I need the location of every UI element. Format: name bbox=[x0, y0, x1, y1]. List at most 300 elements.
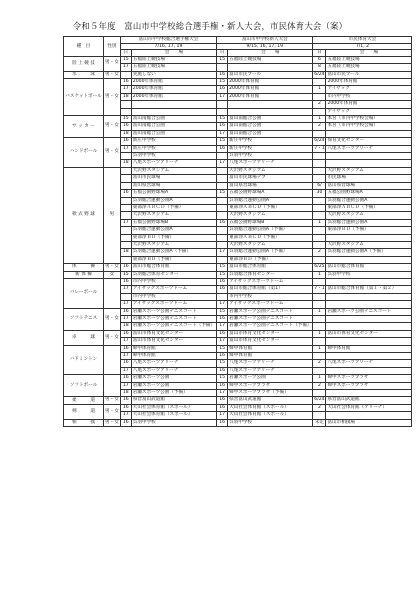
gender: 男・女 bbox=[104, 79, 121, 116]
venue-cell: 市内中学校 bbox=[131, 278, 216, 285]
day-cell bbox=[313, 153, 326, 160]
day-cell: 15 bbox=[217, 360, 228, 367]
table-row bbox=[64, 167, 412, 174]
gender bbox=[104, 345, 121, 375]
venue-cell: 婦中スポーツプラザ（予備） bbox=[228, 390, 313, 397]
day-cell: 16 bbox=[120, 330, 131, 337]
day-cell: 15 bbox=[217, 264, 228, 271]
venue-cell: 富山市総合体育館 bbox=[326, 264, 412, 271]
venue-cell: 五福陸上競技場 bbox=[326, 64, 412, 71]
sport-header: 種 目 bbox=[64, 37, 104, 57]
gender: 女 bbox=[104, 271, 121, 278]
table-row bbox=[64, 271, 412, 278]
venue-cell bbox=[326, 412, 412, 419]
day-cell: 17 bbox=[120, 145, 131, 152]
day-cell: 15 bbox=[217, 79, 228, 86]
venue-cell: アイザックスポーツドーム bbox=[131, 286, 216, 293]
gender: 男・女 bbox=[104, 404, 121, 419]
day-cell: 17 bbox=[120, 353, 131, 360]
sport-name: ハンドボール bbox=[64, 138, 104, 168]
gender: 男・女 bbox=[104, 308, 121, 330]
table-row bbox=[64, 308, 412, 315]
gender: 男 bbox=[104, 167, 121, 263]
event-dates: 9/15, 16, 17, 19 bbox=[217, 43, 313, 50]
table-row bbox=[64, 116, 412, 123]
day-cell bbox=[313, 175, 326, 182]
venue-cell: 呉羽中学校 bbox=[228, 153, 313, 160]
gender: 男・女 bbox=[104, 330, 121, 345]
day-cell bbox=[313, 167, 326, 174]
day-cell: 17 bbox=[217, 249, 228, 256]
venue-cell: アイザックスポーツドーム bbox=[131, 301, 216, 308]
venue-cell: 富山南総合公園 bbox=[228, 123, 313, 130]
day-cell: 18 bbox=[120, 323, 131, 330]
venue-cell: 県営富山武道館 bbox=[228, 397, 313, 404]
venue-cell bbox=[131, 101, 216, 108]
table-row bbox=[64, 404, 412, 411]
gender: 男・女 bbox=[105, 71, 119, 77]
venue-cell: 2000年体育館 bbox=[228, 86, 313, 93]
day-cell bbox=[313, 278, 326, 285]
venue-cell: 富山県営球場 bbox=[326, 182, 412, 189]
day-cell bbox=[120, 197, 131, 204]
day-cell: 16 bbox=[217, 71, 228, 78]
venue-cell: 富山市体育文化センター bbox=[326, 330, 412, 337]
venue-cell: 岩瀬スポーツ公園 bbox=[131, 375, 216, 382]
venue-cell: 呉羽総合運動公園A（予備） bbox=[326, 249, 412, 256]
venue-cell bbox=[326, 130, 412, 137]
sport-name: バドミントン bbox=[64, 345, 104, 375]
day-cell bbox=[120, 227, 131, 234]
venue-cell: 2000年体育館 bbox=[131, 79, 216, 86]
venue-cell: 八尾スポーツアリーナ bbox=[326, 360, 412, 367]
day-cell: 1 bbox=[313, 219, 326, 226]
day-cell bbox=[217, 212, 228, 219]
sport-name: 相 撲 bbox=[64, 419, 104, 426]
day-cell bbox=[217, 182, 228, 189]
schedule-table bbox=[63, 36, 412, 427]
venue-cell: 新庄中学校 bbox=[228, 145, 313, 152]
day-cell: 17 bbox=[120, 382, 131, 389]
day-cell: 6/24 bbox=[314, 397, 325, 403]
venue-cell: 富山市相撲場 bbox=[326, 419, 412, 426]
day-cell: 16 bbox=[120, 123, 131, 130]
venue-cell: 2000年体育館 bbox=[326, 101, 412, 108]
day-cell: 1 bbox=[313, 271, 326, 278]
day-cell bbox=[313, 390, 326, 397]
day-cell bbox=[313, 301, 326, 308]
venue-cell: 五福陸上競技場 bbox=[131, 64, 216, 71]
venue-cell: 富山市民球場 bbox=[131, 175, 216, 182]
venue-cell: 呉羽中学校 bbox=[131, 419, 216, 426]
table-row bbox=[64, 419, 412, 426]
day-cell: 1 bbox=[313, 116, 326, 123]
venue-cell bbox=[326, 316, 412, 323]
venue-cell: 東部浄ＢＤ（予備） bbox=[228, 256, 313, 263]
document-title: 令和５年度 富山市中学校総合選手権・新人大会，市民体育大会（案） bbox=[72, 21, 348, 31]
venue-cell: 呉羽中学校 bbox=[228, 419, 313, 426]
venue-cell: 呉羽総合運動公園A（予備） bbox=[131, 249, 216, 256]
day-cell: 17 bbox=[217, 390, 228, 397]
day-cell: 6/ bbox=[313, 182, 326, 189]
day-cell bbox=[217, 204, 228, 211]
day-cell: 6/24 bbox=[314, 71, 325, 77]
day-cell bbox=[217, 167, 228, 174]
day-cell: 17 bbox=[120, 86, 131, 93]
venue-cell: 五福公園野球場A bbox=[326, 190, 412, 197]
venue-cell: 2000年体育館 bbox=[131, 86, 216, 93]
day-header: 日 bbox=[217, 50, 228, 57]
venue-cell: 岩瀬スポーツ公園テニスコート bbox=[228, 308, 313, 315]
venue-cell: 八尾スポーツアリーナ bbox=[326, 145, 412, 152]
day-cell: 17 bbox=[217, 323, 228, 330]
venue-cell: 2000年体育館 bbox=[228, 79, 313, 86]
sport-name: 水 泳 bbox=[64, 71, 104, 78]
venue-cell bbox=[326, 234, 412, 241]
day-cell: 16 bbox=[120, 404, 131, 411]
event-name: 富山市中学校新人大会 bbox=[217, 37, 313, 44]
day-header: 日 bbox=[313, 50, 326, 57]
day-cell: 15 bbox=[217, 190, 228, 197]
day-cell: 18 bbox=[120, 93, 131, 100]
day-cell: 17 bbox=[217, 160, 228, 167]
gender: 男・女 bbox=[105, 264, 119, 270]
venue-cell: 富山市総合体育館 bbox=[131, 264, 216, 271]
sport-name: バレーボール bbox=[64, 278, 104, 308]
gender: 男・女 bbox=[105, 397, 119, 403]
day-cell: 18 bbox=[120, 130, 131, 137]
venue-cell: 呉羽中学校 bbox=[131, 153, 216, 160]
sport-name: ソフトボール bbox=[64, 375, 104, 397]
day-cell: 15 bbox=[120, 271, 131, 278]
day-cell bbox=[313, 338, 326, 345]
venue-cell: 本宮（市内中学校会場） bbox=[326, 116, 412, 123]
venue-cell: 保育文化センター bbox=[326, 138, 412, 145]
day-cell bbox=[313, 197, 326, 204]
day-cell: 15 bbox=[217, 56, 228, 63]
venue-cell: 富山市民プール bbox=[326, 71, 412, 78]
venue-cell: 富山南総合公園 bbox=[228, 116, 313, 123]
day-cell: 15 bbox=[120, 116, 131, 123]
day-cell: 15 bbox=[217, 308, 228, 315]
venue-cell: 八尾スポーツアリーナ bbox=[131, 160, 216, 167]
table-row bbox=[64, 71, 412, 78]
venue-cell bbox=[326, 338, 412, 345]
day-cell bbox=[217, 234, 228, 241]
venue-cell: 五福公園野球場A bbox=[228, 190, 313, 197]
gender bbox=[104, 375, 121, 397]
day-cell bbox=[313, 108, 326, 115]
venue-cell bbox=[326, 353, 412, 360]
day-cell bbox=[217, 241, 228, 248]
venue-cell: 富山南総合公園 bbox=[131, 123, 216, 130]
day-cell bbox=[120, 71, 131, 78]
day-cell bbox=[120, 293, 131, 300]
venue-cell bbox=[326, 367, 412, 374]
venue-cell: 五福公園野球場A bbox=[131, 190, 216, 197]
day-cell bbox=[120, 101, 131, 108]
gender: 男・女 bbox=[104, 138, 121, 168]
venue-cell: 岩瀬スポーツ公園テニスコート bbox=[131, 308, 216, 315]
table-row bbox=[64, 278, 412, 285]
day-cell: 16 bbox=[120, 308, 131, 315]
venue-cell: アイザックスポーツドーム bbox=[228, 278, 313, 285]
day-cell bbox=[313, 130, 326, 137]
day-cell: 16 bbox=[217, 330, 228, 337]
day-cell: 6/25 bbox=[314, 264, 325, 270]
day-cell: 16 bbox=[217, 145, 228, 152]
venue-cell: 八尾スポーツアリーナ bbox=[228, 360, 313, 367]
gender bbox=[104, 278, 121, 308]
day-cell: 15 bbox=[120, 56, 131, 63]
venue-cell: 呉羽総合運動公園A bbox=[131, 227, 216, 234]
table-row bbox=[64, 56, 412, 63]
venue-cell: 八尾スポーツアリーナ bbox=[131, 367, 216, 374]
day-cell: 16 bbox=[217, 397, 228, 404]
venue-cell: 富山県営球場 bbox=[228, 182, 313, 189]
day-cell: 2 bbox=[313, 101, 326, 108]
venue-cell: 2000年体育館 bbox=[131, 93, 216, 100]
venue-cell: 富山市体育文化センター bbox=[131, 330, 216, 337]
day-cell: 17 bbox=[217, 93, 228, 100]
table-row bbox=[64, 79, 412, 86]
venue-cell: 東部浄ＢＤ（予備） bbox=[131, 256, 216, 263]
sport-name: ソフトテニス bbox=[64, 308, 104, 330]
venue-cell: 婦中体育館 bbox=[326, 345, 412, 352]
venue-cell: 富山市民プール bbox=[228, 71, 313, 78]
sport-name: バスケットボール bbox=[64, 79, 104, 116]
venue-cell: 岩瀬スポーツ公園テニスコート bbox=[131, 316, 216, 323]
day-cell bbox=[120, 108, 131, 115]
venue-cell: 富山南総合公園 bbox=[228, 130, 313, 137]
day-cell: 1 bbox=[313, 308, 326, 315]
day-cell bbox=[120, 167, 131, 174]
day-cell: 16 bbox=[120, 79, 131, 86]
day-cell bbox=[120, 256, 131, 263]
day-cell: 17 bbox=[120, 338, 131, 345]
day-cell: 17 bbox=[120, 412, 131, 419]
day-cell bbox=[217, 293, 228, 300]
day-cell: 16 bbox=[120, 190, 131, 197]
venue-cell: アイザックスポーツドーム bbox=[228, 301, 313, 308]
day-cell: 16 bbox=[120, 264, 131, 271]
venue-cell: 富山南総合公園 bbox=[131, 116, 216, 123]
day-cell: 16 bbox=[217, 382, 228, 389]
venue-cell: 婦中体育館 bbox=[228, 345, 313, 352]
day-cell: 18 bbox=[120, 160, 131, 167]
day-cell: 16 bbox=[217, 316, 228, 323]
day-cell bbox=[313, 241, 326, 248]
day-cell: 1 bbox=[313, 86, 326, 93]
venue-cell: 呉羽総合運動公園A bbox=[228, 197, 313, 204]
day-cell: 1 bbox=[313, 375, 326, 382]
day-cell: 16 bbox=[120, 138, 131, 145]
day-header: 日 bbox=[120, 50, 131, 57]
venue-cell: 大山社会体育館（スポール） bbox=[131, 412, 216, 419]
day-cell: 7・1 bbox=[314, 145, 325, 151]
day-cell: 17 bbox=[217, 301, 228, 308]
day-cell: 16 bbox=[120, 278, 131, 285]
day-cell: 17 bbox=[120, 64, 131, 71]
venue-cell: 八尾スポーツアリーナ bbox=[131, 360, 216, 367]
venue-cell: 東部浄ＡＢＣＤ（予備） bbox=[131, 204, 216, 211]
day-cell: 16 bbox=[217, 353, 228, 360]
venue-cell: 東部浄ＡＢＣＤ（予備） bbox=[326, 204, 412, 211]
header-row-events bbox=[64, 37, 412, 44]
venue-cell: 東部浄ＡＢＣＤ（予備） bbox=[228, 204, 313, 211]
table-row bbox=[64, 330, 412, 337]
venue-cell: 婦中体育館 bbox=[228, 353, 313, 360]
venue-cell: 大山社会体育館（アリーナ） bbox=[326, 404, 412, 411]
day-cell bbox=[313, 234, 326, 241]
day-cell: 16 bbox=[217, 123, 228, 130]
day-cell: 2 bbox=[313, 404, 326, 411]
venue-cell: 五福公園野球場B bbox=[228, 219, 313, 226]
day-cell: 16 bbox=[120, 375, 131, 382]
sport-name: 軟 式 野 球 bbox=[64, 167, 104, 263]
venue-cell: 呉羽総合体育センター bbox=[228, 271, 313, 278]
venue-cell: アイザック bbox=[326, 108, 412, 115]
day-cell bbox=[120, 153, 131, 160]
sport-name: 陸 上 競 技 bbox=[64, 56, 104, 71]
day-cell bbox=[313, 160, 326, 167]
venue-cell: 岩瀬スポーツ公園 bbox=[131, 382, 216, 389]
day-cell: 17 bbox=[217, 338, 228, 345]
venue-cell bbox=[326, 390, 412, 397]
day-cell: 15 bbox=[217, 271, 228, 278]
venue-cell bbox=[326, 278, 412, 285]
venue-cell: 呉羽総合体育センター bbox=[131, 271, 216, 278]
day-cell bbox=[120, 204, 131, 211]
venue-cell: 婦中スポーツプラザ bbox=[326, 382, 412, 389]
venue-cell: 婦中スポーツプラザ bbox=[326, 375, 412, 382]
table-row bbox=[64, 264, 412, 271]
day-cell bbox=[217, 256, 228, 263]
day-cell bbox=[217, 64, 228, 71]
venue-cell: 八尾スポーツアリーナ bbox=[228, 367, 313, 374]
venue-cell: 富山市総合体育館 bbox=[228, 264, 313, 271]
day-cell: 15 bbox=[217, 375, 228, 382]
venue-cell: 大沢野スタジアム bbox=[131, 167, 216, 174]
venue-cell: 東部浄ＢＤ（予備） bbox=[131, 234, 216, 241]
day-cell bbox=[217, 108, 228, 115]
venue-cell: 呉羽総合運動公園A（予備） bbox=[228, 249, 313, 256]
day-cell: 1 bbox=[313, 345, 326, 352]
day-cell: 16 bbox=[120, 345, 131, 352]
sport-name: サ ッ カ ー bbox=[64, 116, 104, 138]
venue-cell: 新庄中学校 bbox=[131, 145, 216, 152]
venue-cell: 富山市体育文化センター bbox=[228, 338, 313, 345]
venue-cell: 富山市民球場テプ bbox=[228, 175, 313, 182]
venue-cell: 本宮（市内中学校会場） bbox=[326, 123, 412, 130]
venue-cell: 五福陸上競技場 bbox=[131, 56, 216, 63]
venue-cell: 新庄中学校 bbox=[228, 138, 313, 145]
venue-cell: 大沢野スタジアム bbox=[228, 241, 313, 248]
venue-cell: 婦中体育館 bbox=[131, 353, 216, 360]
venue-cell: 呉羽総合運動公園A（予備） bbox=[228, 227, 313, 234]
venue-cell: 岩瀬スポーツ公園（予備） bbox=[131, 390, 216, 397]
day-cell bbox=[217, 197, 228, 204]
venue-cell: 2000年体育館 bbox=[326, 79, 412, 86]
venue-cell: 市民球場 bbox=[326, 175, 412, 182]
day-cell: 15 bbox=[217, 116, 228, 123]
venue-cell: 大山社会体育館（スポール） bbox=[228, 404, 313, 411]
day-cell: 17 bbox=[120, 367, 131, 374]
venue-cell: 市内中学校 bbox=[131, 293, 216, 300]
table-row bbox=[64, 375, 412, 382]
venue-header: 会 場 bbox=[326, 50, 412, 57]
venue-cell: 大沢野スタジアム bbox=[228, 212, 313, 219]
event-name: 市民体育大会 bbox=[313, 37, 412, 44]
day-cell bbox=[120, 175, 131, 182]
day-cell bbox=[313, 79, 326, 86]
event-dates: 7/1, 2 bbox=[313, 43, 412, 50]
sport-name: 剣 道 bbox=[64, 404, 104, 419]
venue-cell: 大山社会体育館（スポール） bbox=[131, 404, 216, 411]
day-cell: 2 bbox=[313, 382, 326, 389]
venue-cell: 実施しない bbox=[131, 71, 216, 78]
day-cell bbox=[313, 323, 326, 330]
day-cell bbox=[120, 182, 131, 189]
gender: 男・女 bbox=[104, 116, 121, 138]
day-cell bbox=[313, 227, 326, 234]
day-cell: 17 bbox=[120, 219, 131, 226]
venue-cell: 大沢野スタジアム bbox=[131, 241, 216, 248]
day-cell: 16 bbox=[120, 397, 131, 404]
day-cell: 16 bbox=[217, 404, 228, 411]
venue-cell bbox=[228, 64, 313, 71]
table-row bbox=[64, 345, 412, 352]
venue-cell: 岩瀬スポーツ公園テニスコート（予備） bbox=[229, 323, 312, 329]
day-cell bbox=[313, 212, 326, 219]
venue-header: 会 場 bbox=[228, 50, 313, 57]
event-name: 富山市中学校総合選手権大会 bbox=[120, 37, 216, 44]
venue-cell bbox=[326, 323, 412, 330]
sport-name: 卓 球 bbox=[64, 330, 104, 345]
venue-cell: 岩瀬スポーツ公園テニスコート bbox=[228, 316, 313, 323]
day-cell bbox=[313, 293, 326, 300]
day-cell bbox=[217, 175, 228, 182]
venue-cell: 市内中学校 bbox=[228, 293, 313, 300]
day-cell: 7・1 bbox=[314, 286, 325, 292]
day-cell: 30 bbox=[313, 190, 326, 197]
day-cell: 6 bbox=[313, 56, 326, 63]
sport-name: 柔 道 bbox=[64, 397, 104, 404]
day-cell: 1 bbox=[313, 330, 326, 337]
venue-cell: 富山市総合体育館（第1） bbox=[228, 286, 313, 293]
venue-cell: アイザック bbox=[326, 86, 412, 93]
sport-name: 体 操 bbox=[64, 264, 104, 271]
day-cell: 18 bbox=[120, 249, 131, 256]
venue-cell: 市内中学校 bbox=[326, 93, 412, 100]
day-cell: 未定 bbox=[314, 419, 325, 425]
venue-cell: 呉羽総合運動公園A bbox=[131, 197, 216, 204]
table-row bbox=[64, 397, 412, 404]
venue-cell: 五福陸上競技場 bbox=[326, 56, 412, 63]
day-cell: 6/24 bbox=[314, 138, 325, 144]
venue-cell: 2000年体育館 bbox=[228, 93, 313, 100]
venue-cell: 岩瀬スポーツ公園テニスコート bbox=[326, 308, 412, 315]
day-cell bbox=[120, 234, 131, 241]
gender-header: 性別 bbox=[104, 37, 121, 57]
venue-cell: 大沢野スタジアム bbox=[131, 212, 216, 219]
venue-cell: 大山社会体育館（スポール） bbox=[228, 412, 313, 419]
day-cell: 15 bbox=[217, 138, 228, 145]
venue-cell: 大沢野スタジアム bbox=[228, 167, 313, 174]
venue-cell bbox=[326, 301, 412, 308]
venue-cell bbox=[228, 108, 313, 115]
day-cell bbox=[120, 212, 131, 219]
